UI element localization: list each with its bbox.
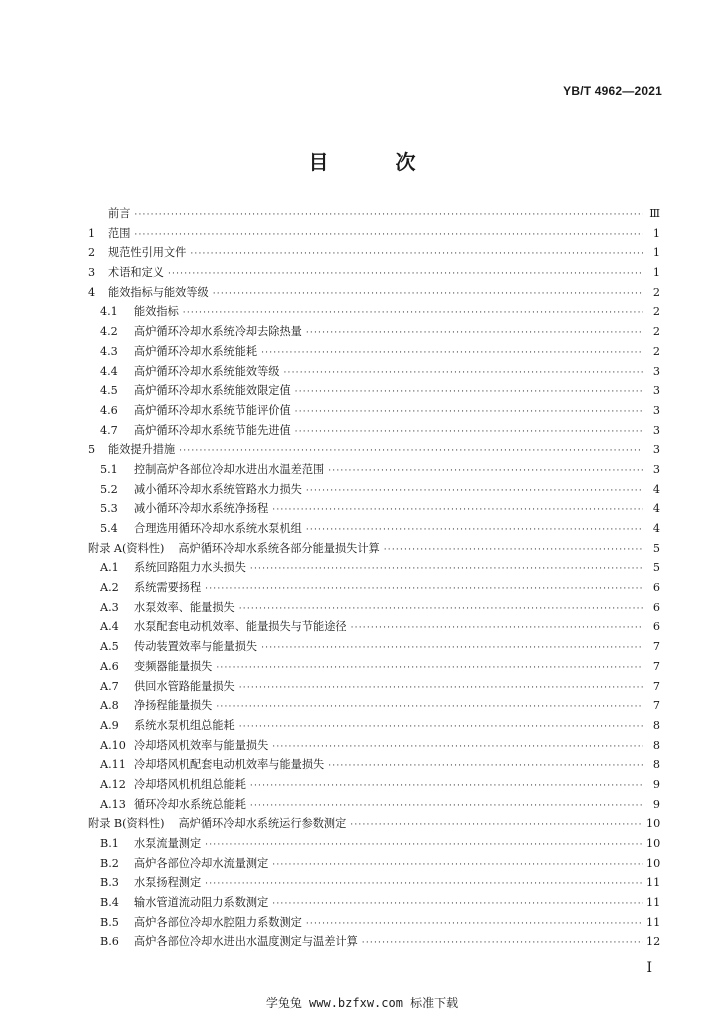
toc-entry-title: 能效指标 — [134, 305, 179, 319]
toc-entry-page: 8 — [652, 758, 660, 772]
toc-leader-dots — [250, 560, 643, 580]
toc-leader-dots — [272, 895, 643, 915]
toc-entry-number: A.13 — [100, 797, 126, 811]
toc-entry-number: 5.3 — [100, 502, 118, 516]
toc-entry[interactable] — [88, 893, 660, 913]
toc-leader-dots — [295, 423, 643, 443]
toc-entry-number: 4.6 — [100, 403, 118, 417]
toc-leader-dots — [295, 403, 643, 423]
toc-entry[interactable] — [88, 440, 660, 460]
toc-leader-dots — [328, 462, 643, 482]
toc-entry[interactable] — [88, 519, 660, 539]
toc-entry-number: A.12 — [100, 777, 126, 791]
toc-entry-number: A.4 — [100, 620, 119, 634]
toc-leader-dots — [205, 875, 643, 895]
table-of-contents — [88, 204, 660, 952]
toc-leader-dots — [205, 580, 643, 600]
toc-entry-page: 2 — [652, 285, 660, 299]
toc-entry-title: 范围 — [108, 226, 131, 240]
toc-leader-dots — [351, 619, 643, 639]
toc-entry-page: 3 — [652, 443, 660, 457]
toc-entry-title: 高炉循环冷却水系统冷却去除热量 — [134, 325, 302, 339]
toc-entry[interactable] — [88, 302, 660, 322]
toc-leader-dots — [272, 856, 643, 876]
toc-entry-page: 7 — [652, 679, 660, 693]
toc-entry-page: 10 — [646, 856, 661, 870]
toc-entry-title: 合理选用循环冷却水系统水泵机组 — [134, 522, 302, 535]
toc-entry-number: A.1 — [100, 561, 119, 575]
toc-entry-title: 高炉循环冷却水系统能耗 — [134, 344, 258, 358]
toc-leader-dots — [384, 541, 643, 561]
toc-entry-title: 输水管道流动阻力系数测定 — [134, 896, 269, 910]
toc-entry-number: A.5 — [100, 640, 119, 654]
toc-entry[interactable] — [88, 854, 660, 874]
toc-entry-title: 高炉循环冷却水系统运行参数测定 — [178, 817, 347, 831]
toc-entry-title: 能效提升措施 — [108, 443, 176, 457]
toc-entry[interactable] — [88, 637, 660, 657]
toc-entry[interactable] — [88, 657, 660, 677]
toc-entry[interactable] — [88, 736, 660, 756]
toc-entry-number: 4.3 — [100, 344, 118, 358]
toc-entry-number: 5.4 — [100, 522, 118, 535]
toc-entry-number: 3 — [88, 266, 96, 280]
toc-entry[interactable] — [88, 716, 660, 736]
toc-entry-title: 供回水管路能量损失 — [134, 679, 235, 693]
toc-entry-page: 1 — [652, 226, 660, 240]
toc-entry[interactable] — [88, 696, 660, 716]
toc-entry[interactable] — [88, 677, 660, 697]
toc-entry-page: 2 — [652, 344, 660, 358]
toc-entry[interactable] — [88, 795, 660, 815]
toc-entry-page: 3 — [652, 364, 660, 378]
toc-entry[interactable] — [88, 814, 660, 834]
toc-entry-page: 4 — [652, 502, 660, 516]
toc-entry-number: 5.2 — [100, 482, 118, 496]
toc-entry-page: 3 — [652, 384, 660, 398]
toc-entry-title: 高炉循环冷却水系统节能先进值 — [134, 423, 291, 437]
toc-leader-dots — [190, 245, 643, 265]
toc-leader-dots — [272, 501, 643, 521]
toc-leader-dots — [216, 698, 643, 718]
toc-entry-page: 8 — [652, 738, 660, 752]
toc-entry-number: B.1 — [100, 837, 119, 850]
toc-entry[interactable] — [88, 263, 660, 283]
toc-entry-page: 4 — [652, 522, 660, 535]
toc-entry-title: 水泵效率、能量损失 — [134, 600, 235, 614]
toc-entry-title: 循环冷却水系统总能耗 — [134, 797, 246, 811]
toc-leader-dots — [283, 364, 643, 384]
toc-entry-title: 变频器能量损失 — [134, 659, 213, 673]
toc-leader-dots — [134, 206, 643, 226]
toc-entry[interactable] — [88, 873, 660, 893]
toc-entry-title: 系统需要扬程 — [134, 581, 202, 595]
toc-entry-number: 4.2 — [100, 325, 118, 339]
toc-entry-page: 11 — [646, 896, 661, 910]
toc-entry-number: 5.1 — [100, 462, 118, 476]
toc-entry-page: 6 — [652, 581, 660, 595]
toc-entry-page: 12 — [646, 935, 661, 949]
toc-entry-page: 2 — [652, 325, 660, 339]
toc-entry-title: 高炉各部位冷却水进出水温度测定与温差计算 — [134, 935, 358, 949]
toc-entry-number: A.7 — [100, 679, 119, 693]
toc-leader-dots — [261, 344, 643, 364]
toc-entry-page: 11 — [646, 876, 661, 890]
toc-leader-dots — [216, 659, 643, 679]
toc-entry-page: 7 — [652, 699, 660, 713]
toc-entry[interactable] — [88, 598, 660, 618]
toc-entry-page: 9 — [652, 797, 660, 811]
toc-entry-title: 高炉循环冷却水系统能效等级 — [134, 364, 280, 378]
toc-entry-title: 高炉循环冷却水系统节能评价值 — [134, 403, 291, 417]
toc-entry-title: 控制高炉各部位冷却水进出水温差范围 — [134, 462, 325, 476]
toc-entry[interactable] — [88, 224, 660, 244]
toc-entry-page: 1 — [652, 266, 660, 280]
toc-entry-page: 5 — [652, 561, 660, 575]
toc-entry-page: 5 — [652, 541, 660, 555]
toc-entry-page: 8 — [652, 718, 660, 732]
toc-entry-title: 能效指标与能效等级 — [108, 285, 209, 299]
toc-entry-number: 附录 B(资料性) — [88, 817, 165, 831]
toc-entry-title: 减小循环冷却水系统净扬程 — [134, 502, 269, 516]
toc-entry[interactable] — [88, 460, 660, 480]
toc-entry-title: 高炉循环冷却水系统各部分能量损失计算 — [178, 541, 380, 555]
toc-entry-page: Ⅲ — [649, 207, 660, 220]
toc-entry-number: 4.5 — [100, 384, 118, 398]
toc-entry-number: 4 — [88, 285, 96, 299]
toc-entry-page: 2 — [652, 305, 660, 319]
toc-entry-number: 4.1 — [100, 305, 118, 319]
toc-leader-dots — [295, 383, 643, 403]
toc-entry-number: B.6 — [100, 935, 119, 949]
toc-entry-number: B.4 — [100, 896, 119, 910]
toc-entry-title: 系统水泵机组总能耗 — [134, 718, 235, 732]
toc-entry-number: A.2 — [100, 581, 119, 595]
toc-entry[interactable] — [88, 401, 660, 421]
toc-leader-dots — [250, 777, 643, 797]
toc-entry-title: 高炉各部位冷却水流量测定 — [134, 856, 269, 870]
toc-entry[interactable] — [88, 362, 660, 382]
footer-watermark: 学兔兔 www.bzfxw.com 标准下载 — [265, 996, 459, 1010]
toc-entry-number: B.5 — [100, 915, 119, 929]
toc-entry-page: 7 — [652, 640, 660, 654]
toc-leader-dots — [272, 738, 643, 758]
toc-entry-page: 3 — [652, 423, 660, 437]
page-folio: Ⅰ — [646, 960, 652, 976]
toc-entry-page: 6 — [652, 600, 660, 614]
toc-entry-number: 5 — [88, 443, 96, 457]
toc-entry-title: 规范性引用文件 — [108, 246, 187, 260]
toc-entry-number: A.10 — [100, 738, 126, 752]
toc-entry-title: 传动装置效率与能量损失 — [134, 640, 258, 654]
toc-entry-title: 冷却塔风机配套电动机效率与能量损失 — [134, 758, 325, 772]
toc-entry-page: 9 — [652, 777, 660, 791]
toc-entry[interactable] — [88, 539, 660, 559]
toc-entry[interactable] — [88, 342, 660, 362]
toc-entry[interactable] — [88, 480, 660, 500]
toc-entry-number: 4.4 — [100, 364, 118, 378]
toc-entry[interactable] — [88, 913, 660, 933]
toc-entry-number: A.6 — [100, 659, 119, 673]
toc-entry-number: 附录 A(资料性) — [88, 541, 165, 555]
toc-entry[interactable] — [88, 578, 660, 598]
toc-entry-page: 7 — [652, 659, 660, 673]
toc-entry[interactable] — [88, 283, 660, 303]
toc-entry-title: 水泵扬程测定 — [134, 876, 202, 890]
toc-entry-number: 1 — [88, 226, 96, 240]
toc-leader-dots — [306, 324, 643, 344]
toc-entry-number: A.8 — [100, 699, 119, 713]
toc-leader-dots — [261, 639, 643, 659]
toc-entry[interactable] — [88, 834, 660, 854]
toc-entry-page: 6 — [652, 620, 660, 634]
toc-entry-number: A.11 — [100, 758, 126, 772]
toc-entry-number: A.9 — [100, 718, 119, 732]
toc-entry-number: B.2 — [100, 856, 119, 870]
toc-leader-dots — [205, 836, 643, 856]
toc-entry[interactable] — [88, 322, 660, 342]
toc-entry-title: 系统回路阻力水头损失 — [134, 561, 246, 575]
toc-entry-title: 高炉各部位冷却水腔阻力系数测定 — [134, 915, 302, 929]
toc-leader-dots — [213, 285, 643, 305]
toc-entry[interactable] — [88, 775, 660, 795]
toc-entry[interactable] — [88, 243, 660, 263]
toc-leader-dots — [134, 226, 643, 246]
toc-entry-title: 净扬程能量损失 — [134, 699, 213, 713]
toc-entry-page: 1 — [652, 246, 660, 260]
toc-leader-dots — [362, 934, 643, 954]
toc-entry-title: 水泵流量测定 — [134, 837, 202, 850]
toc-entry-number: A.3 — [100, 600, 119, 614]
toc-leader-dots — [306, 482, 643, 502]
toc-leader-dots — [239, 718, 643, 738]
toc-entry[interactable] — [88, 204, 660, 224]
toc-entry-title: 前言 — [108, 207, 131, 220]
toc-leader-dots — [328, 757, 643, 777]
toc-entry[interactable] — [88, 617, 660, 637]
toc-entry-title: 水泵配套电动机效率、能量损失与节能途径 — [134, 620, 347, 634]
toc-entry-title: 术语和定义 — [108, 266, 164, 280]
toc-entry-number: 2 — [88, 246, 96, 260]
toc-entry[interactable] — [88, 755, 660, 775]
toc-entry-page: 4 — [652, 482, 660, 496]
standard-code: YB/T 4962—2021 — [563, 84, 662, 98]
toc-entry-page: 10 — [646, 837, 661, 850]
toc-leader-dots — [239, 679, 643, 699]
toc-entry-number: B.3 — [100, 876, 119, 890]
toc-entry-title: 冷却塔风机效率与能量损失 — [134, 738, 269, 752]
toc-entry[interactable] — [88, 421, 660, 441]
toc-entry-page: 3 — [652, 462, 660, 476]
toc-entry-title: 冷却塔风机机组总能耗 — [134, 777, 246, 791]
toc-entry-page: 3 — [652, 403, 660, 417]
toc-entry-title: 高炉循环冷却水系统能效限定值 — [134, 384, 291, 398]
toc-entry[interactable] — [88, 499, 660, 519]
toc-entry-title: 减小循环冷却水系统管路水力损失 — [134, 482, 302, 496]
toc-entry-number: 4.7 — [100, 423, 118, 437]
toc-entry-page: 10 — [646, 817, 661, 831]
page-title: 目 次 — [308, 150, 446, 174]
toc-leader-dots — [350, 816, 643, 836]
toc-entry-page: 11 — [646, 915, 661, 929]
toc-leader-dots — [168, 265, 643, 285]
toc-entry[interactable] — [88, 558, 660, 578]
toc-entry[interactable] — [88, 932, 660, 952]
toc-entry[interactable] — [88, 381, 660, 401]
